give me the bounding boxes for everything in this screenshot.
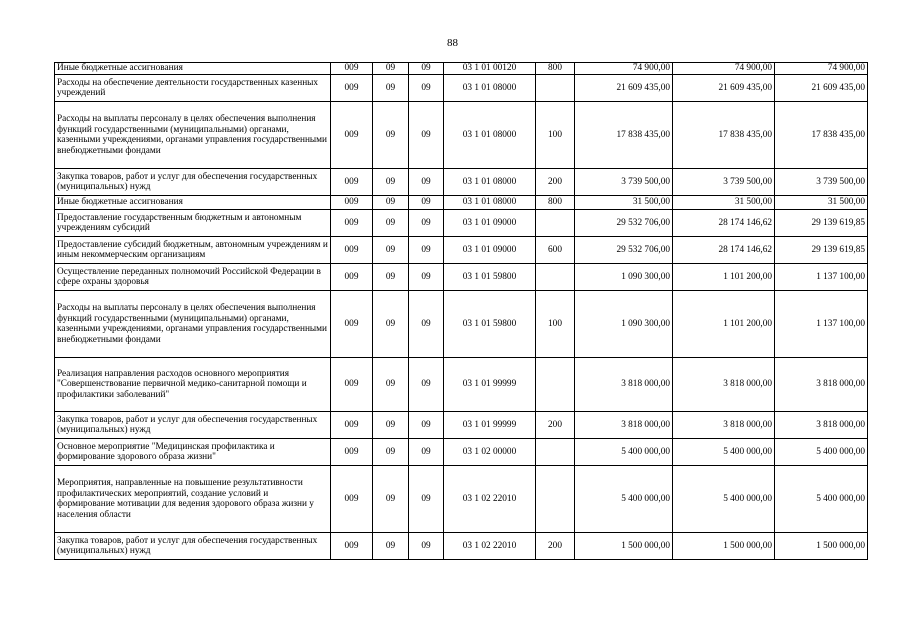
amount-year-1: 3 818 000,00 [575,358,673,412]
subsection-code: 09 [409,196,444,210]
target-article-code: 03 1 01 08000 [444,196,536,210]
amount-year-2: 5 400 000,00 [673,466,775,533]
target-article-code: 03 1 02 00000 [444,439,536,466]
section-code: 09 [373,102,409,169]
amount-year-2: 1 101 200,00 [673,264,775,291]
subsection-code: 09 [409,75,444,102]
target-article-code: 03 1 01 99999 [444,412,536,439]
amount-year-2: 17 838 435,00 [673,102,775,169]
amount-year-2: 1 500 000,00 [673,533,775,560]
ministry-code: 009 [331,358,373,412]
ministry-code: 009 [331,412,373,439]
expense-type-code: 100 [536,291,575,358]
section-code: 09 [373,237,409,264]
amount-year-1: 3 818 000,00 [575,412,673,439]
amount-year-1: 17 838 435,00 [575,102,673,169]
subsection-code: 09 [409,169,444,196]
row-name: Предоставление субсидий бюджетным, автономным учреждениям и иным некоммерческим организациям [55,237,331,264]
target-article-code: 03 1 01 08000 [444,75,536,102]
amount-year-3: 31 500,00 [775,196,868,210]
target-article-code: 03 1 01 08000 [444,102,536,169]
amount-year-3: 3 818 000,00 [775,358,868,412]
ministry-code: 009 [331,102,373,169]
expense-type-code: 200 [536,169,575,196]
amount-year-3: 5 400 000,00 [775,439,868,466]
amount-year-3: 21 609 435,00 [775,75,868,102]
ministry-code: 009 [331,291,373,358]
amount-year-2: 21 609 435,00 [673,75,775,102]
amount-year-3: 3 739 500,00 [775,169,868,196]
row-name: Закупка товаров, работ и услуг для обеспечения государственных (муниципальных) нужд [55,169,331,196]
amount-year-1: 29 532 706,00 [575,210,673,237]
amount-year-2: 3 818 000,00 [673,358,775,412]
ministry-code: 009 [331,237,373,264]
row-name: Основное мероприятие "Медицинская профилактика и формирование здорового образа жизни" [55,439,331,466]
amount-year-2: 28 174 146,62 [673,210,775,237]
target-article-code: 03 1 01 00120 [444,63,536,75]
expense-type-code [536,264,575,291]
ministry-code: 009 [331,63,373,75]
row-name: Расходы на обеспечение деятельности государственных казенных учреждений [55,75,331,102]
target-article-code: 03 1 01 09000 [444,237,536,264]
amount-year-2: 28 174 146,62 [673,237,775,264]
table-row [55,412,868,439]
row-name: Реализация направления расходов основного мероприятия "Совершенствование первичной медико-санитарной помощи и профилактики заболеваний" [55,358,331,412]
amount-year-3: 74 900,00 [775,63,868,75]
ministry-code: 009 [331,533,373,560]
subsection-code: 09 [409,63,444,75]
subsection-code: 09 [409,439,444,466]
section-code: 09 [373,63,409,75]
table-row [55,169,868,196]
ministry-code: 009 [331,264,373,291]
amount-year-2: 3 739 500,00 [673,169,775,196]
budget-table [54,62,868,560]
section-code: 09 [373,439,409,466]
row-name: Предоставление государственным бюджетным и автономным учреждениям субсидий [55,210,331,237]
target-article-code: 03 1 01 09000 [444,210,536,237]
amount-year-3: 5 400 000,00 [775,466,868,533]
table-row [55,439,868,466]
expense-type-code: 100 [536,102,575,169]
amount-year-1: 21 609 435,00 [575,75,673,102]
expense-type-code [536,466,575,533]
expense-type-code [536,210,575,237]
expense-type-code: 600 [536,237,575,264]
subsection-code: 09 [409,237,444,264]
section-code: 09 [373,291,409,358]
amount-year-3: 29 139 619,85 [775,237,868,264]
subsection-code: 09 [409,533,444,560]
target-article-code: 03 1 02 22010 [444,466,536,533]
target-article-code: 03 1 01 59800 [444,264,536,291]
amount-year-2: 1 101 200,00 [673,291,775,358]
table-row [55,196,868,210]
amount-year-3: 29 139 619,85 [775,210,868,237]
row-name: Иные бюджетные ассигнования [55,63,331,75]
section-code: 09 [373,533,409,560]
expense-type-code [536,358,575,412]
ministry-code: 009 [331,169,373,196]
table-row [55,63,868,75]
table-row [55,237,868,264]
amount-year-1: 1 500 000,00 [575,533,673,560]
amount-year-3: 1 137 100,00 [775,264,868,291]
subsection-code: 09 [409,412,444,439]
amount-year-1: 3 739 500,00 [575,169,673,196]
amount-year-1: 74 900,00 [575,63,673,75]
subsection-code: 09 [409,210,444,237]
subsection-code: 09 [409,291,444,358]
row-name: Закупка товаров, работ и услуг для обеспечения государственных (муниципальных) нужд [55,412,331,439]
subsection-code: 09 [409,102,444,169]
expense-type-code [536,75,575,102]
amount-year-1: 29 532 706,00 [575,237,673,264]
row-name: Закупка товаров, работ и услуг для обеспечения государственных (муниципальных) нужд [55,533,331,560]
amount-year-2: 3 818 000,00 [673,412,775,439]
row-name: Осуществление переданных полномочий Российской Федерации в сфере охраны здоровья [55,264,331,291]
amount-year-2: 74 900,00 [673,63,775,75]
amount-year-1: 1 090 300,00 [575,291,673,358]
section-code: 09 [373,412,409,439]
amount-year-1: 5 400 000,00 [575,466,673,533]
target-article-code: 03 1 02 22010 [444,533,536,560]
expense-type-code: 200 [536,412,575,439]
ministry-code: 009 [331,196,373,210]
ministry-code: 009 [331,210,373,237]
table-row [55,102,868,169]
amount-year-1: 31 500,00 [575,196,673,210]
amount-year-1: 1 090 300,00 [575,264,673,291]
target-article-code: 03 1 01 99999 [444,358,536,412]
section-code: 09 [373,75,409,102]
subsection-code: 09 [409,466,444,533]
target-article-code: 03 1 01 08000 [444,169,536,196]
row-name: Мероприятия, направленные на повышение результативности профилактических мероприятий, создание условий и формирование мотивации для ведения здорового образа жизни у населения области [55,466,331,533]
ministry-code: 009 [331,439,373,466]
table-row [55,210,868,237]
ministry-code: 009 [331,466,373,533]
amount-year-1: 5 400 000,00 [575,439,673,466]
section-code: 09 [373,358,409,412]
section-code: 09 [373,196,409,210]
expense-type-code: 800 [536,196,575,210]
expense-type-code: 200 [536,533,575,560]
row-name: Иные бюджетные ассигнования [55,196,331,210]
section-code: 09 [373,466,409,533]
amount-year-3: 3 818 000,00 [775,412,868,439]
section-code: 09 [373,210,409,237]
subsection-code: 09 [409,358,444,412]
row-name: Расходы на выплаты персоналу в целях обеспечения выполнения функций государственными (муниципальными) органами, казенными учреждениями, органами управления государственными внебюджетными фондами [55,291,331,358]
row-name: Расходы на выплаты персоналу в целях обеспечения выполнения функций государственными (муниципальными) органами, казенными учреждениями, органами управления государственными внебюджетными фондами [55,102,331,169]
amount-year-3: 1 137 100,00 [775,291,868,358]
section-code: 09 [373,169,409,196]
table-row [55,358,868,412]
subsection-code: 09 [409,264,444,291]
amount-year-2: 5 400 000,00 [673,439,775,466]
table-row [55,75,868,102]
ministry-code: 009 [331,75,373,102]
table-row [55,533,868,560]
section-code: 09 [373,264,409,291]
amount-year-3: 1 500 000,00 [775,533,868,560]
page-number: 88 [447,37,458,49]
expense-type-code [536,439,575,466]
table-row [55,466,868,533]
expense-type-code: 800 [536,63,575,75]
amount-year-2: 31 500,00 [673,196,775,210]
table-row [55,264,868,291]
target-article-code: 03 1 01 59800 [444,291,536,358]
table-row [55,291,868,358]
amount-year-3: 17 838 435,00 [775,102,868,169]
